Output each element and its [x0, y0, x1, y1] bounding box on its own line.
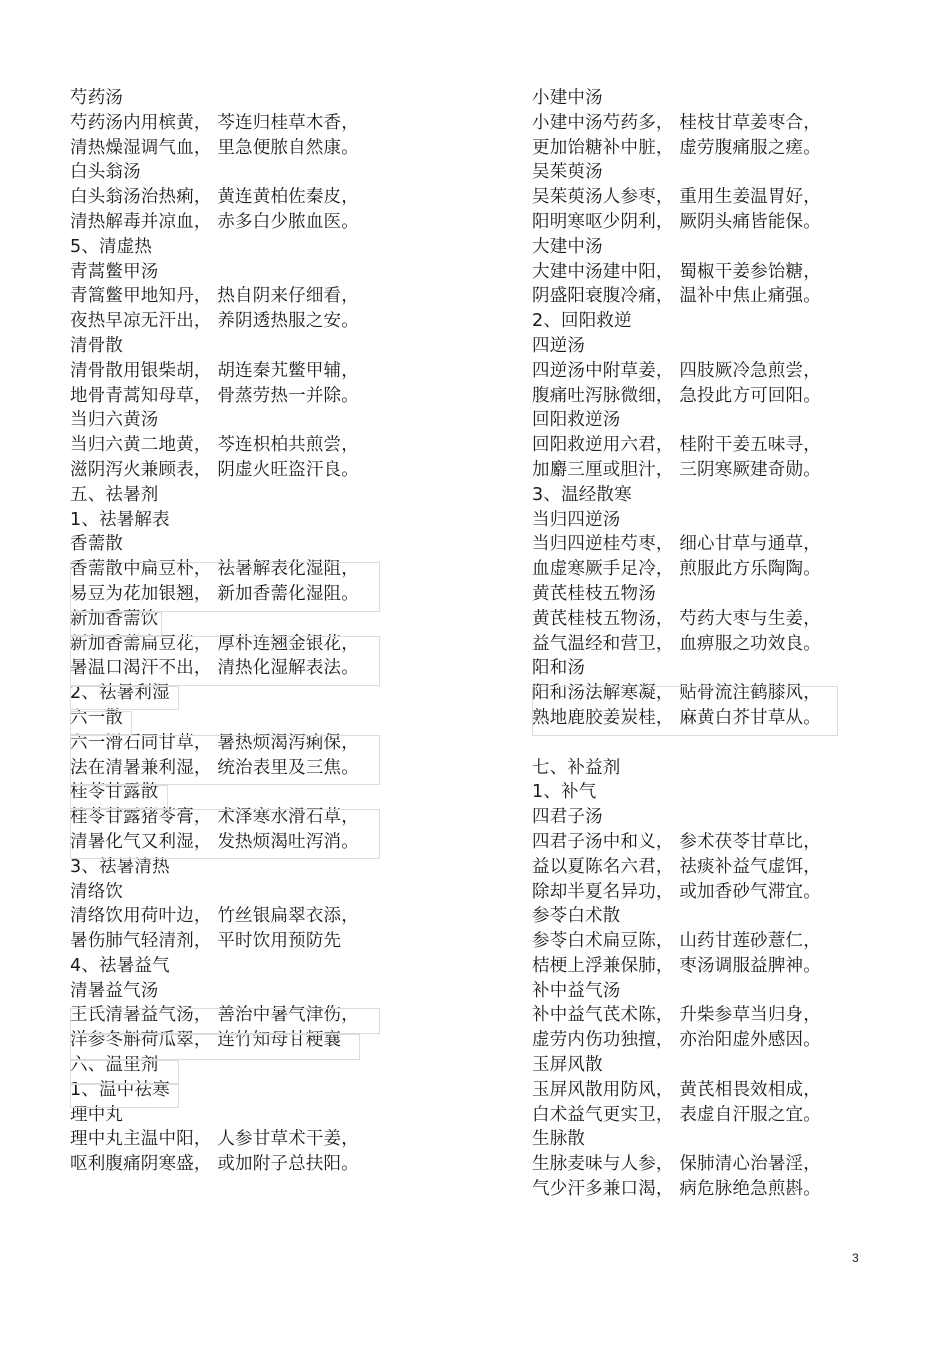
- right-text-line: 参苓白术扁豆陈， 山药甘莲砂薏仁，: [532, 931, 821, 952]
- left-text-line: 洋参冬斛荷瓜翠， 连竹知母甘粳襄: [70, 1030, 342, 1051]
- right-text-line: 除却半夏名异功， 或加香砂气滞宜。: [532, 881, 821, 902]
- left-text-line: 六一滑石同甘草， 暑热烦渴泻痢保，: [70, 732, 359, 753]
- right-text-line: 四君子汤: [532, 807, 603, 828]
- left-text-line: 4、祛暑益气: [70, 955, 170, 976]
- left-text-line: 1、温中祛寒: [70, 1079, 170, 1100]
- left-text-line: 暑伤肺气轻清剂， 平时饮用预防先: [70, 931, 342, 952]
- right-text-line: 四逆汤: [532, 335, 586, 356]
- left-text-line: 桂苓甘露散: [70, 782, 159, 803]
- right-text-line: 虚劳内伤功独擅， 亦治阳虚外感因。: [532, 1030, 821, 1051]
- right-text-line: 大建中汤建中阳， 蜀椒干姜参饴糖，: [532, 261, 821, 282]
- left-text-line: 暑温口渴汗不出， 清热化湿解表法。: [70, 658, 359, 679]
- right-text-line: 1、补气: [532, 782, 597, 803]
- left-text-line: 法在清暑兼利湿， 统治表里及三焦。: [70, 757, 359, 778]
- left-text-line: 王氏清暑益气汤， 善治中暑气津伤，: [70, 1005, 359, 1026]
- left-text-line: 当归六黄二地黄， 芩连枳柏共煎尝，: [70, 435, 359, 456]
- left-text-line: 六、温里剂: [70, 1055, 159, 1076]
- left-text-line: 清骨散: [70, 335, 124, 356]
- left-text-line: 清暑化气又利湿， 发热烦渴吐泻消。: [70, 831, 359, 852]
- right-text-line: 气少汗多兼口渴， 病危脉绝急煎斟。: [532, 1179, 821, 1200]
- right-text-line: 回阳救逆汤: [532, 410, 621, 431]
- right-column: [532, 86, 862, 1202]
- left-text-line: 5、清虚热: [70, 236, 153, 257]
- left-text-line: 清络饮用荷叶边， 竹丝银扁翠衣添，: [70, 906, 359, 927]
- right-text-line: 2、回阳救逆: [532, 311, 632, 332]
- left-text-line: 新加香薷饮: [70, 608, 159, 629]
- right-text-line: 生脉麦味与人参， 保肺清心治暑淫，: [532, 1154, 821, 1175]
- left-text-line: 2、祛暑利湿: [70, 683, 170, 704]
- right-text-line: 黄芪桂枝五物汤: [532, 583, 656, 604]
- right-text-line: 熟地鹿胶姜炭桂， 麻黄白芥甘草从。: [532, 707, 821, 728]
- left-text-line: 芍药汤内用槟黄， 芩连归桂草木香，: [70, 112, 359, 133]
- left-column: [70, 86, 400, 1177]
- left-text-line: 清热解毒并凉血， 赤多白少脓血医。: [70, 211, 359, 232]
- left-text-line: 当归六黄汤: [70, 410, 159, 431]
- right-text-line: 参苓白术散: [532, 906, 621, 927]
- left-text-line: 清络饮: [70, 881, 124, 902]
- right-text-line: 补中益气汤: [532, 980, 621, 1001]
- left-text-line: 五、祛暑剂: [70, 484, 159, 505]
- left-text-line: 3、祛暑清热: [70, 856, 170, 877]
- right-text-line: 吴茱萸汤人参枣， 重用生姜温胃好，: [532, 187, 821, 208]
- left-text-line: 滋阴泻火兼顾表， 阴虚火旺盗汗良。: [70, 459, 359, 480]
- left-text-line: 1、祛暑解表: [70, 509, 170, 530]
- right-text-line: 当归四逆桂芍枣， 细心甘草与通草，: [532, 534, 821, 555]
- left-text-line: 清骨散用银柴胡， 胡连秦艽鳖甲辅，: [70, 360, 359, 381]
- right-text-line: 玉屏风散: [532, 1055, 603, 1076]
- right-text-line: 玉屏风散用防风， 黄芪相畏效相成，: [532, 1079, 821, 1100]
- right-text-line: 七、补益剂: [532, 757, 621, 778]
- right-text-line: 生脉散: [532, 1129, 586, 1150]
- left-text-line: 理中丸主温中阳， 人参甘草术干姜，: [70, 1129, 359, 1150]
- left-text-line: 理中丸: [70, 1104, 124, 1125]
- right-text-line: 白术益气更实卫， 表虚自汗服之宜。: [532, 1104, 821, 1125]
- left-text-line: 香薷散中扁豆朴， 祛暑解表化湿阻，: [70, 559, 359, 580]
- right-text-line: 更加饴糖补中脏， 虚劳腹痛服之瘥。: [532, 137, 821, 158]
- left-text-line: 芍药汤: [70, 88, 124, 108]
- right-text-line: 补中益气芪术陈， 升柴参草当归身，: [532, 1005, 821, 1026]
- right-text-line: 益以夏陈名六君， 祛痰补益气虚饵，: [532, 856, 821, 877]
- right-text-line: 黄芪桂枝五物汤， 芍药大枣与生姜，: [532, 608, 821, 629]
- right-text-line: 桔梗上浮兼保肺， 枣汤调服益脾神。: [532, 955, 821, 976]
- left-text-line: 六一散: [70, 707, 124, 728]
- left-text-line: 易豆为花加银翘， 新加香薷化湿阻。: [70, 583, 359, 604]
- right-text-line: 四君子汤中和义， 参术茯苓甘草比，: [532, 831, 821, 852]
- right-text-line: 阴盛阳衰腹冷痛， 温补中焦止痛强。: [532, 286, 821, 307]
- left-text-line: 青蒿鳖甲汤: [70, 261, 159, 282]
- right-text-line: 3、温经散寒: [532, 484, 632, 505]
- right-text-line: 阳明寒呕少阴利， 厥阴头痛皆能保。: [532, 211, 821, 232]
- right-text-line: 阳和汤法解寒凝， 贴骨流注鹤膝风，: [532, 683, 821, 704]
- right-text-line: 当归四逆汤: [532, 509, 621, 530]
- left-text-line: 夜热早凉无汗出， 养阴透热服之安。: [70, 311, 359, 332]
- left-text-line: 地骨青蒿知母草， 骨蒸劳热一并除。: [70, 385, 359, 406]
- right-text-line: 加麝三厘或胆汁， 三阴寒厥建奇勋。: [532, 459, 821, 480]
- left-text-line: 白头翁汤: [70, 162, 141, 183]
- right-text-line: 大建中汤: [532, 236, 603, 257]
- right-text-line: 四逆汤中附草姜， 四肢厥冷急煎尝，: [532, 360, 821, 381]
- left-text-line: 清热燥湿调气血， 里急便脓自然康。: [70, 137, 359, 158]
- right-text-line: 血虚寒厥手足冷， 煎服此方乐陶陶。: [532, 559, 821, 580]
- left-text-line: 桂苓甘露猪苓膏， 术泽寒水滑石草，: [70, 807, 359, 828]
- left-text-line: 香薷散: [70, 534, 124, 555]
- left-text-line: 青篙鳖甲地知丹， 热自阴来仔细看，: [70, 286, 359, 307]
- left-text-line: 新加香薷扁豆花， 厚朴连翘金银花，: [70, 633, 359, 654]
- left-text-line: 清暑益气汤: [70, 980, 159, 1001]
- page-number: 3: [852, 1251, 859, 1265]
- right-text-line: 回阳救逆用六君， 桂附干姜五味寻，: [532, 435, 821, 456]
- right-text-line: 阳和汤: [532, 658, 586, 679]
- right-text-line: 小建中汤: [532, 88, 603, 108]
- right-text-line: 吴茱萸汤: [532, 162, 603, 183]
- blank-line: [532, 731, 862, 756]
- left-text-line: 呕利腹痛阴寒盛， 或加附子总扶阳。: [70, 1154, 359, 1175]
- left-text-line: 白头翁汤治热痢， 黄连黄柏佐秦皮，: [70, 187, 359, 208]
- right-text-line: 腹痛吐泻脉微细， 急投此方可回阳。: [532, 385, 821, 406]
- right-text-line: 小建中汤芍药多， 桂枝甘草姜枣合，: [532, 112, 821, 133]
- right-text-line: 益气温经和营卫， 血痹服之功效良。: [532, 633, 821, 654]
